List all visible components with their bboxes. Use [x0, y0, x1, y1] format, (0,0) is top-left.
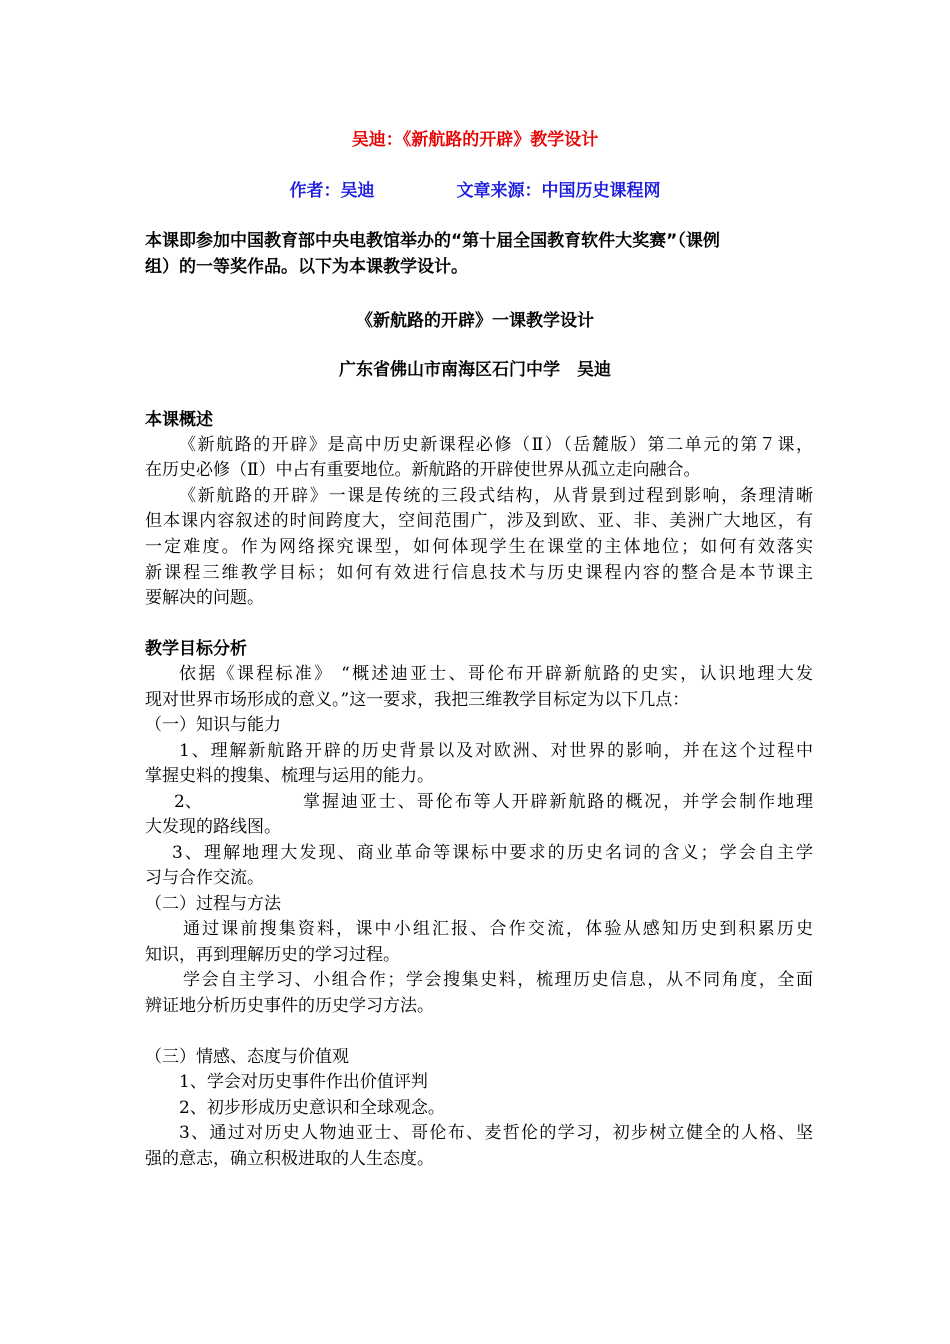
overview-p1-line1: 《新航路的开辟》是高中历史新课程必修（Ⅱ）（岳麓版）第二单元的第７课， — [179, 435, 813, 455]
byline — [0, 176, 950, 201]
s2-p1-line2: 知识，再到理解历史的学习过程。 — [145, 945, 400, 965]
overview-heading: 本课概述 — [145, 410, 213, 430]
s2-p1-line1: 通过课前搜集资料，课中小组汇报、合作交流，体验从感知历史到积累历史 — [183, 919, 813, 939]
intro-line-2: 组）的一等奖作品。以下为本课教学设计。 — [145, 257, 468, 277]
intro-line-1: 本课即参加中国教育部中央电教馆举办的“第十届全国教育软件大奖赛”（课例 — [145, 231, 720, 251]
s1-item1-line2: 掌握史料的搜集、梳理与运用的能力。 — [145, 766, 434, 786]
s3-item3-line2: 强的意志，确立积极进取的人生态度。 — [145, 1149, 434, 1169]
s1-item2-number: 2、 — [174, 792, 202, 812]
s1-item3-line2: 习与合作交流。 — [145, 868, 264, 888]
s3-item1: 1、学会对历史事件作出价值评判 — [179, 1072, 428, 1092]
s1-item2-line2: 大发现的路线图。 — [145, 817, 281, 837]
section-1-heading: （一）知识与能力 — [145, 715, 281, 735]
s1-item2-line1: 掌握迪亚士、哥伦布等人开辟新航路的概况，并学会制作地理 — [303, 792, 813, 812]
source: 文章来源：中国历史课程网 — [456, 181, 661, 201]
overview-p1-line2: 在历史必修（Ⅱ）中占有重要地位。新航路的开辟使世界从孤立走向融合。 — [145, 460, 701, 480]
overview-p2-line4: 新课程三维教学目标；如何有效进行信息技术与历史课程内容的整合是本节课主 — [145, 563, 813, 583]
article-title: 吴迪：《新航路的开辟》教学设计 — [351, 130, 599, 150]
overview-p2-line2: 但本课内容叙述的时间跨度大，空间范围广，涉及到欧、亚、非、美洲广大地区，有 — [145, 511, 813, 531]
section-2-heading: （二）过程与方法 — [145, 894, 281, 914]
goals-intro-line2: 现对世界市场形成的意义。”这一要求，我把三维教学目标定为以下几点： — [145, 690, 690, 710]
doc-title: 《新航路的开辟》一课教学设计 — [356, 311, 594, 331]
s2-p2-line2: 辨证地分析历史事件的历史学习方法。 — [145, 996, 434, 1016]
overview-p2-line5: 要解决的问题。 — [145, 588, 264, 608]
school-author: 广东省佛山市南海区石门中学 吴迪 — [339, 360, 611, 380]
overview-p2-line3: 一定难度。作为网络探究课型，如何体现学生在课堂的主体地位；如何有效落实 — [145, 537, 813, 557]
s2-p2-line1: 学会自主学习、小组合作；学会搜集史料，梳理历史信息，从不同角度，全面 — [183, 970, 813, 990]
overview-p2-line1: 《新航路的开辟》一课是传统的三段式结构，从背景到过程到影响，条理清晰 — [179, 486, 813, 506]
author: 作者：吴迪 — [289, 181, 375, 201]
goals-heading: 教学目标分析 — [145, 639, 247, 659]
s1-item1-line1: 1、理解新航路开辟的历史背景以及对欧洲、对世界的影响，并在这个过程中 — [179, 741, 813, 761]
section-3-heading: （三）情感、态度与价值观 — [145, 1047, 349, 1067]
goals-intro-line1: 依据《课程标准》 “概述迪亚士、哥伦布开辟新航路的史实，认识地理大发 — [179, 664, 813, 684]
s3-item3-line1: 3、通过对历史人物迪亚士、哥伦布、麦哲伦的学习，初步树立健全的人格、坚 — [179, 1123, 813, 1143]
s3-item2: 2、初步形成历史意识和全球观念。 — [179, 1098, 445, 1118]
s1-item3-line1: 3、理解地理大发现、商业革命等课标中要求的历史名词的含义；学会自主学 — [172, 843, 813, 863]
